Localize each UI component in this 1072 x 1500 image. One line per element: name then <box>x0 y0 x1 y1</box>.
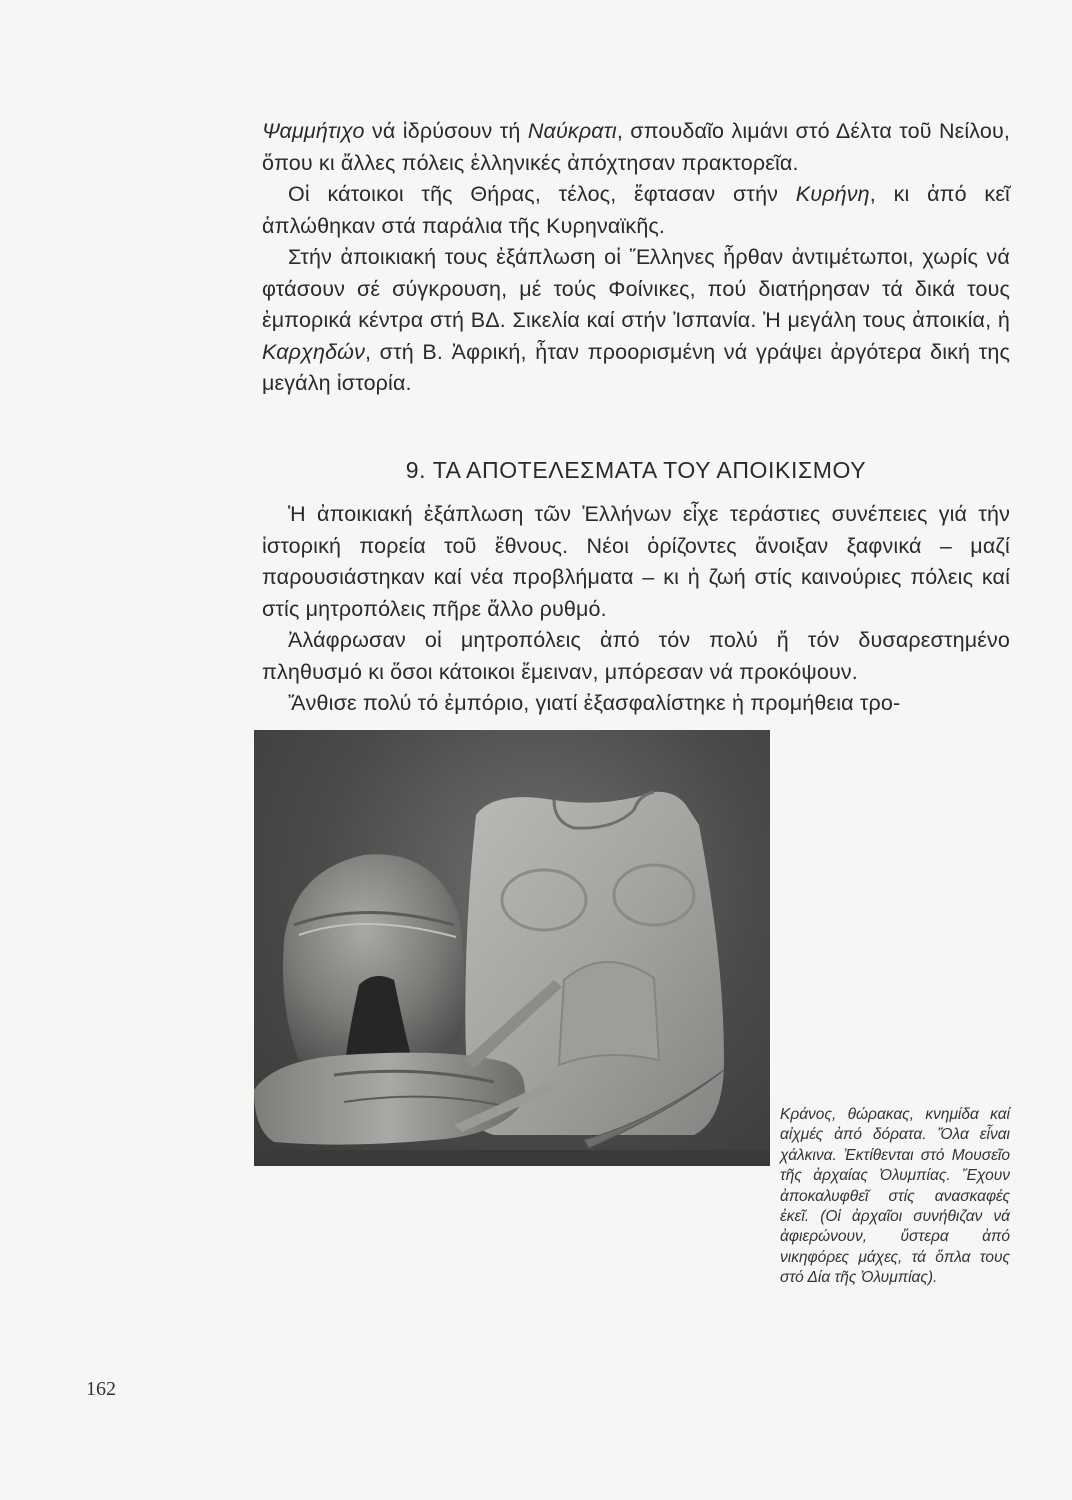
section-text-block <box>262 499 1010 720</box>
text-fragment: Στήν ἀποικιακή τους ἐξάπλωση οἱ Ἕλληνες ἦρθαν ἀντιμέτωποι, χωρίς νά φτάσουν σέ σύγκρουση, μέ τούς Φοίνικες, πού διατήρησαν τά δικά τους ἐμπορικά κέντρα στή ΒΔ. Σικελία καί στήν Ἰσπανία. Ἡ μεγάλη τους ἀποικία, ἡ <box>262 245 1010 332</box>
section-heading: 9. ΤΑ ΑΠΟΤΕΛΕΣΜΑΤΑ ΤΟΥ ΑΠΟΙΚΙΣΜΟΥ <box>405 457 867 483</box>
display-shelf <box>254 1150 770 1166</box>
text-fragment: , σπουδαῖο λιμάνι στό Δέλτα τοῦ Νείλου, ὅπου κι ἄλλες πόλεις ἑλληνικές ἀπόχτησαν πρακτορεῖα. <box>262 119 1010 175</box>
figure-caption: Κράνος, θώρακας, κνημίδα καί αἰχμές ἀπό δόρατα. Ὅλα εἶναι χάλκινα. Ἐκτίθενται στό Μουσεῖο τῆς ἀρχαίας Ὀλυμπίας. Ἔχουν ἀποκαλυφθεῖ στίς ανασκαφές ἐκεῖ. (Οἱ ἀρχαῖοι συνήθιζαν νά ἀφιερώνουν, ὕστερα ἀπό νικηφόρες μάχες, τά ὅπλα τους στό Δία τῆς Ὀλυμπίας). <box>780 1106 1010 1287</box>
armor-illustration <box>254 730 770 1166</box>
text-fragment: νά ἱδρύσουν τή <box>364 119 528 143</box>
paragraph-metropoleis: Ἀλάφρωσαν οἱ μητροπόλεις ἀπό τόν πολύ ἤ τόν δυσαρεστημένο πληθυσμό κι ὅσοι κάτοικοι ἔμειναν, μπόρεσαν νά προκόψουν. <box>262 628 1010 684</box>
paragraph-naukratis <box>262 116 1010 179</box>
paragraph-consequences: Ἡ ἀποικιακή ἐξάπλωση τῶν Ἑλλήνων εἶχε τεράστιες συνέπειες γιά τήν ἱστορική πορεία τοῦ ἔθνους. Νέοι ὁρίζοντες ἄνοιξαν ξαφνικά – μαζί παρουσιάστηκαν καί νέα προβλήματα – κι ἡ ζωή στίς καινούριες πόλεις καί στίς μητροπόλεις πῆρε ἄλλο ρυθμό. <box>262 502 1010 621</box>
paragraph-kyrene <box>262 179 1010 242</box>
name-naukratis: Ναύκρατι <box>527 119 617 143</box>
page-number: 162 <box>86 1378 116 1400</box>
paragraph-trade: Ἄνθισε πολύ τό ἐμπόριο, γιατί ἐξασφαλίστηκε ἡ προμήθεια τρο- <box>288 691 901 715</box>
name-kyrene: Κυρήνη <box>795 182 870 206</box>
top-text-block <box>262 116 1010 400</box>
paragraph-phoenicians <box>262 242 1010 400</box>
helmet-shape <box>283 854 464 1070</box>
text-fragment: , κι ἀπό κεῖ ἁπλώθηκαν στά παράλια τῆς Κυρηναϊκῆς. <box>262 182 1010 238</box>
name-carthage: Καρχηδών <box>262 339 365 364</box>
text-fragment: Οἱ κάτοικοι τῆς Θήρας, τέλος, ἔφτασαν στήν <box>288 182 796 206</box>
bronze-armor-photo <box>254 730 770 1166</box>
text-fragment: , στή Β. Ἀφρική, ἦταν προορισμένη νά γράψει ἀργότερα δική της μεγάλη ἱστορία. <box>262 339 1010 395</box>
name-psammetichos: Ψαμμήτιχο <box>262 119 365 143</box>
